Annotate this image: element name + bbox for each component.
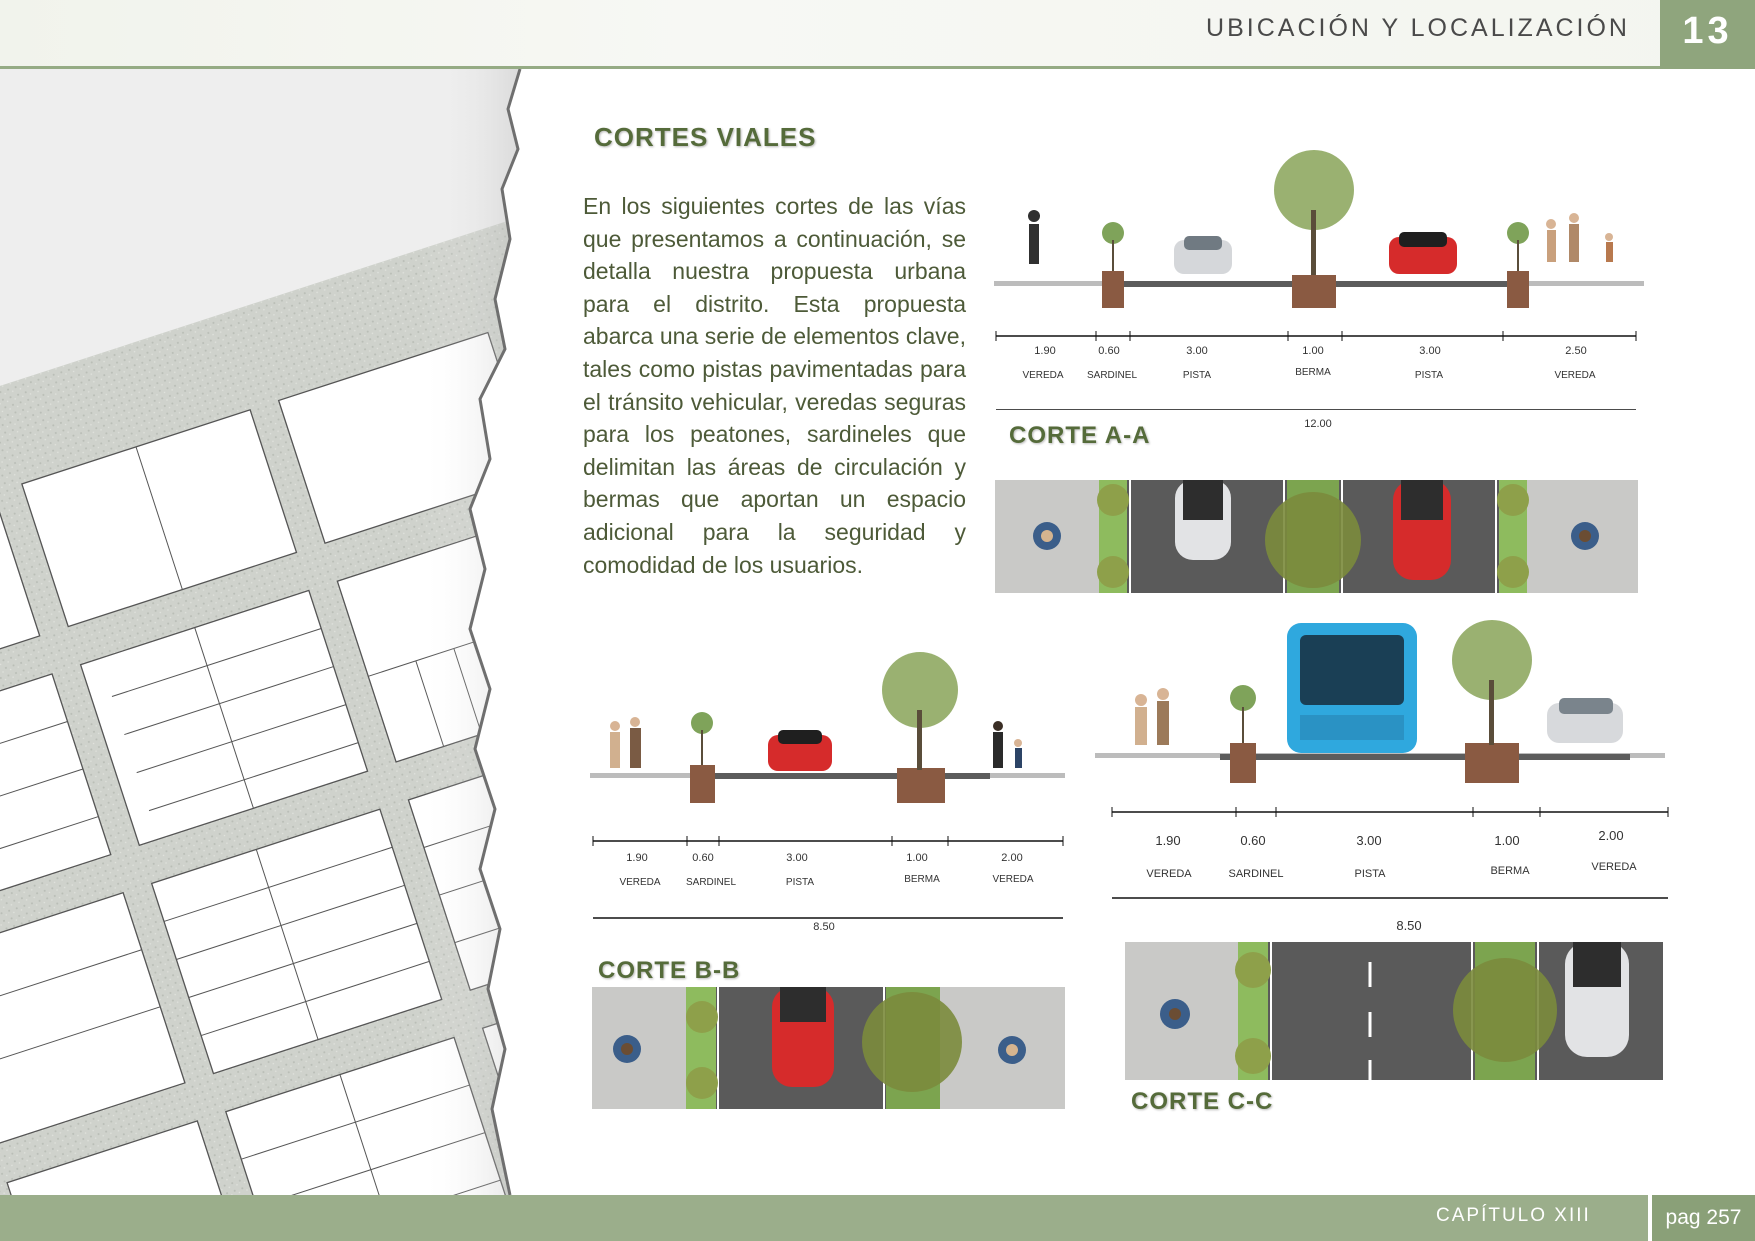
dim-name: BERMA <box>1295 367 1331 378</box>
corte-a-label: CORTE A-A <box>1009 422 1151 449</box>
dim-total: 8.50 <box>1396 918 1422 933</box>
city-blocks-map <box>0 69 560 1195</box>
dim-value: 2.00 <box>1001 852 1023 864</box>
dim-value: 1.90 <box>626 852 648 864</box>
dim-value: 0.60 <box>1240 833 1266 848</box>
corte-a-elevation <box>994 140 1644 320</box>
dim-total: 8.50 <box>813 921 835 933</box>
dim-value: 1.90 <box>1034 345 1056 357</box>
dim-value: 2.00 <box>1598 828 1624 843</box>
dim-name: VEREDA <box>992 874 1034 885</box>
dim-total: 12.00 <box>1304 418 1332 430</box>
dim-name: VEREDA <box>1146 868 1192 880</box>
dim-name: VEREDA <box>1554 370 1596 381</box>
corte-c-plan <box>1125 942 1663 1080</box>
dim-name: BERMA <box>1490 865 1530 877</box>
corte-a-plan <box>995 480 1638 593</box>
dim-value: 0.60 <box>692 852 714 864</box>
dim-name: VEREDA <box>1022 370 1064 381</box>
dim-name: PISTA <box>1182 370 1212 381</box>
header-title: UBICACIÓN Y LOCALIZACIÓN <box>1206 14 1630 42</box>
intro-paragraph: En los siguientes cortes de las vías que presentamos a continuación, se detalla nuestra propuesta urbana para el distrito. Esta propuesta abarca una serie de elementos clave, tales como pistas pavimentadas para el tránsito vehicular, veredas seguras para los peatones, sardineles que delimitan las áreas de circulación y bermas que aportan un espacio adicional para la seguridad y comodidad de los usuarios. <box>583 193 966 578</box>
corte-b-elevation <box>590 650 1065 810</box>
planter <box>1230 743 1256 783</box>
dim-value: 1.00 <box>906 852 928 864</box>
dim-name: PISTA <box>1414 370 1444 381</box>
dim-name: SARDINEL <box>685 877 737 888</box>
page-number: pag 257 <box>1652 1195 1755 1241</box>
chapter-number: 13 <box>1660 0 1755 69</box>
corte-b-plan <box>592 987 1065 1109</box>
planter <box>1292 275 1336 308</box>
dim-name: BERMA <box>904 874 940 885</box>
planter <box>897 768 945 803</box>
corte-c-elevation <box>1095 615 1665 790</box>
dim-value: 3.00 <box>786 852 808 864</box>
dim-value: 1.00 <box>1494 833 1520 848</box>
dim-value: 3.00 <box>1419 345 1441 357</box>
dim-value: 3.00 <box>1186 345 1208 357</box>
dim-name: VEREDA <box>1591 861 1637 873</box>
dim-name: PISTA <box>1354 868 1386 880</box>
dim-value: 0.60 <box>1098 345 1120 357</box>
footer-band <box>0 1195 1648 1241</box>
dim-name: SARDINEL <box>1086 370 1138 381</box>
corte-b-label: CORTE B-B <box>598 957 741 984</box>
corte-c-dimension-lines <box>1110 806 1670 906</box>
planter <box>690 765 715 803</box>
corte-c-label: CORTE C-C <box>1131 1088 1274 1115</box>
dim-value: 2.50 <box>1565 345 1587 357</box>
dim-name: PISTA <box>785 877 815 888</box>
planter <box>1465 743 1519 783</box>
dim-value: 1.00 <box>1302 345 1324 357</box>
dim-name: VEREDA <box>619 877 661 888</box>
planter <box>1102 271 1124 308</box>
planter <box>1507 271 1529 308</box>
footer-chapter: CAPÍTULO XIII <box>1436 1205 1591 1226</box>
section-title: CORTES VIALES <box>594 122 817 152</box>
dim-value: 1.90 <box>1155 833 1181 848</box>
dim-value: 3.00 <box>1356 833 1382 848</box>
dim-name: SARDINEL <box>1228 868 1284 880</box>
